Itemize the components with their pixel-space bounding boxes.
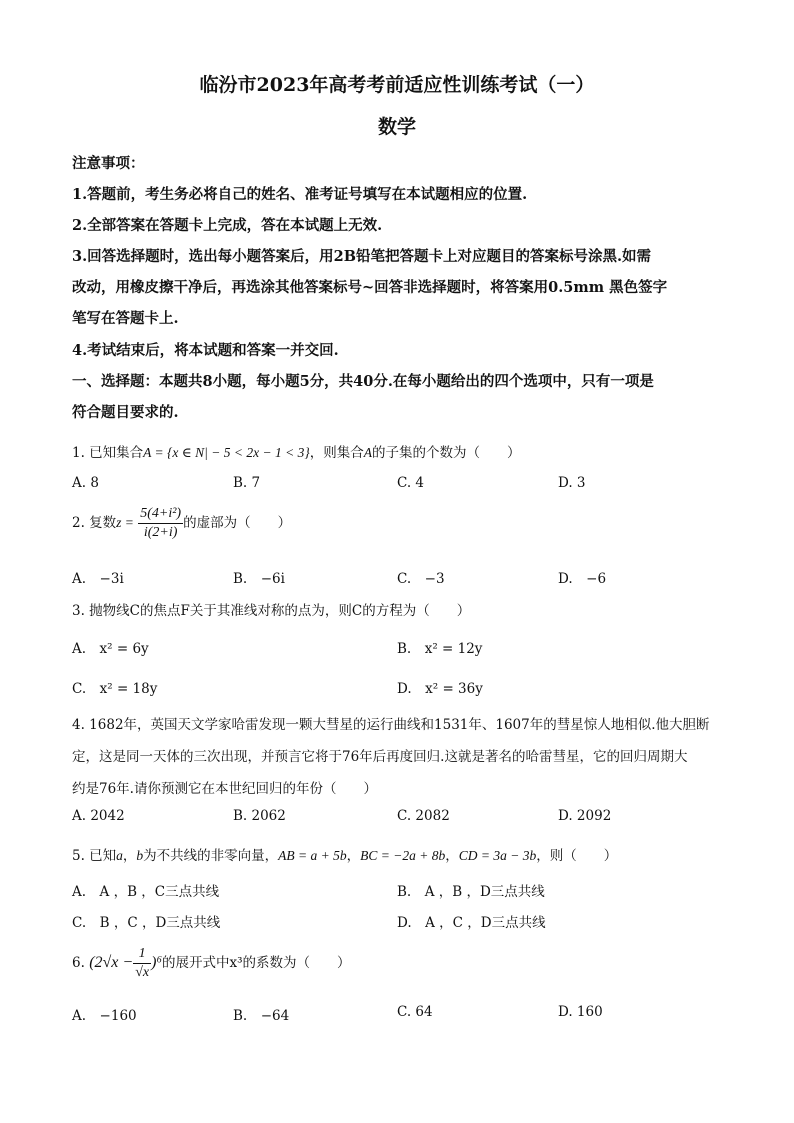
vector-b: b bbox=[136, 848, 144, 863]
question-4-line: 4. 1682年，英国天文学家哈雷发现一颗大彗星的运行曲线和1531年、1607年的彗星惊人地相似.他大胆断 bbox=[72, 717, 710, 733]
note-item: 改动，用橡皮擦干净后，再选涂其他答案标号~回答非选择题时，将答案用0.5mm 黑色签字 bbox=[72, 279, 668, 296]
notes-heading: 注意事项： bbox=[72, 155, 145, 172]
option-b: B. 2062 bbox=[233, 808, 286, 824]
question-stem: 的虚部为（ ） bbox=[183, 515, 292, 531]
note-item: 1.答题前，考生务必将自己的姓名、准考证号填写在本试题相应的位置. bbox=[72, 186, 528, 203]
vector-expression-bc: BC = −2a + 8b bbox=[360, 848, 446, 863]
question-stem: 5. 已知 bbox=[72, 848, 117, 864]
question-stem: 的子集的个数为（ ） bbox=[371, 445, 521, 461]
option-a: A. −160 bbox=[72, 1008, 137, 1024]
section-heading-cont: 符合题目要求的. bbox=[72, 404, 179, 421]
set-name: A bbox=[363, 445, 372, 460]
question-stem: ，则（ ） bbox=[536, 848, 618, 864]
question-1 bbox=[72, 441, 520, 461]
option-c: C. −3 bbox=[397, 571, 445, 587]
binomial-left: (2√x − bbox=[89, 954, 134, 971]
option-b: B. A ，B ，D三点共线 bbox=[397, 884, 545, 900]
option-b: B. 7 bbox=[233, 475, 261, 491]
vector-expression-ab: AB = a + 5b bbox=[278, 848, 347, 863]
separator: ， bbox=[122, 848, 137, 864]
option-a: A. x² = 6y bbox=[72, 641, 149, 657]
question-stem: 2. 复数 bbox=[72, 515, 117, 531]
binomial-right: )⁶ bbox=[151, 954, 162, 971]
question-5: 5. 已知a，b为不共线的非零向量，AB = a + 5b，BC = −2a + 8b，CD = 3a − 3b，则（ ） bbox=[72, 848, 618, 864]
fraction-denominator: √x bbox=[135, 965, 150, 980]
option-c: C. 2082 bbox=[397, 808, 450, 824]
note-item: 3.回答选择题时，选出每小题答案后，用2B铅笔把答题卡上对应题目的答案标号涂黑.如需 bbox=[72, 248, 652, 265]
option-b: B. −64 bbox=[233, 1008, 290, 1024]
option-b: B. x² = 12y bbox=[397, 641, 483, 657]
vector-a: a bbox=[116, 848, 123, 863]
option-c: C. 64 bbox=[397, 1004, 433, 1020]
fraction-denominator: i(2+i) bbox=[143, 525, 178, 540]
option-c: C. B ，C ，D三点共线 bbox=[72, 915, 221, 931]
fraction-numerator: 1 bbox=[133, 945, 151, 964]
page-title: 临汾市2023年高考考前适应性训练考试（一） bbox=[199, 74, 595, 96]
option-c: C. 4 bbox=[397, 475, 425, 491]
subject-title: 数学 bbox=[377, 116, 416, 138]
note-item: 2.全部答案在答题卡上完成，答在本试题上无效. bbox=[72, 217, 383, 234]
fraction-numerator: 5(4+i²) bbox=[138, 505, 183, 524]
option-d: D. A ，C ，D三点共线 bbox=[397, 915, 546, 931]
section-heading: 一、选择题：本题共8小题，每小题5分，共40分.在每小题给出的四个选项中，只有一项是 bbox=[72, 373, 654, 390]
note-item: 笔写在答题卡上. bbox=[72, 310, 179, 327]
option-a: A. A ，B ，C三点共线 bbox=[72, 884, 220, 900]
set-expression: A = {x ∈ N| − 5 < 2x − 1 < 3} bbox=[143, 445, 310, 460]
fraction bbox=[133, 945, 151, 982]
question-2 bbox=[72, 505, 291, 542]
option-a: A. 2042 bbox=[72, 808, 125, 824]
option-d: D. 3 bbox=[558, 475, 586, 491]
fraction bbox=[138, 505, 183, 542]
option-a: A. 8 bbox=[72, 475, 99, 491]
question-4-line: 约是76年.请你预测它在本世纪回归的年份（ ） bbox=[72, 781, 377, 797]
option-b: B. −6i bbox=[233, 571, 285, 587]
vector-expression-cd: CD = 3a − 3b bbox=[458, 848, 537, 863]
question-stem: 1. 已知集合 bbox=[72, 445, 144, 461]
note-item: 4.考试结束后，将本试题和答案一并交回. bbox=[72, 342, 339, 359]
question-6 bbox=[72, 945, 351, 982]
question-stem: 为不共线的非零向量， bbox=[143, 848, 279, 864]
question-stem: ，则集合 bbox=[309, 445, 364, 461]
question-number: 6. bbox=[72, 955, 85, 971]
option-d: D. 2092 bbox=[558, 808, 612, 824]
option-c: C. x² = 18y bbox=[72, 681, 158, 697]
question-3: 3. 抛物线C的焦点F关于其准线对称的点为，则C的方程为（ ） bbox=[72, 603, 471, 619]
option-d: D. −6 bbox=[558, 571, 607, 587]
option-d: D. 160 bbox=[558, 1004, 603, 1020]
question-stem: 的展开式中x³的系数为（ ） bbox=[162, 955, 351, 971]
question-4-line: 定，这是同一天体的三次出现，并预言它将于76年后再度回归.这就是著名的哈雷彗星，它的回归周期大 bbox=[72, 749, 688, 765]
option-d: D. x² = 36y bbox=[397, 681, 483, 697]
variable-z: z = bbox=[116, 515, 134, 530]
option-a: A. −3i bbox=[72, 571, 124, 587]
